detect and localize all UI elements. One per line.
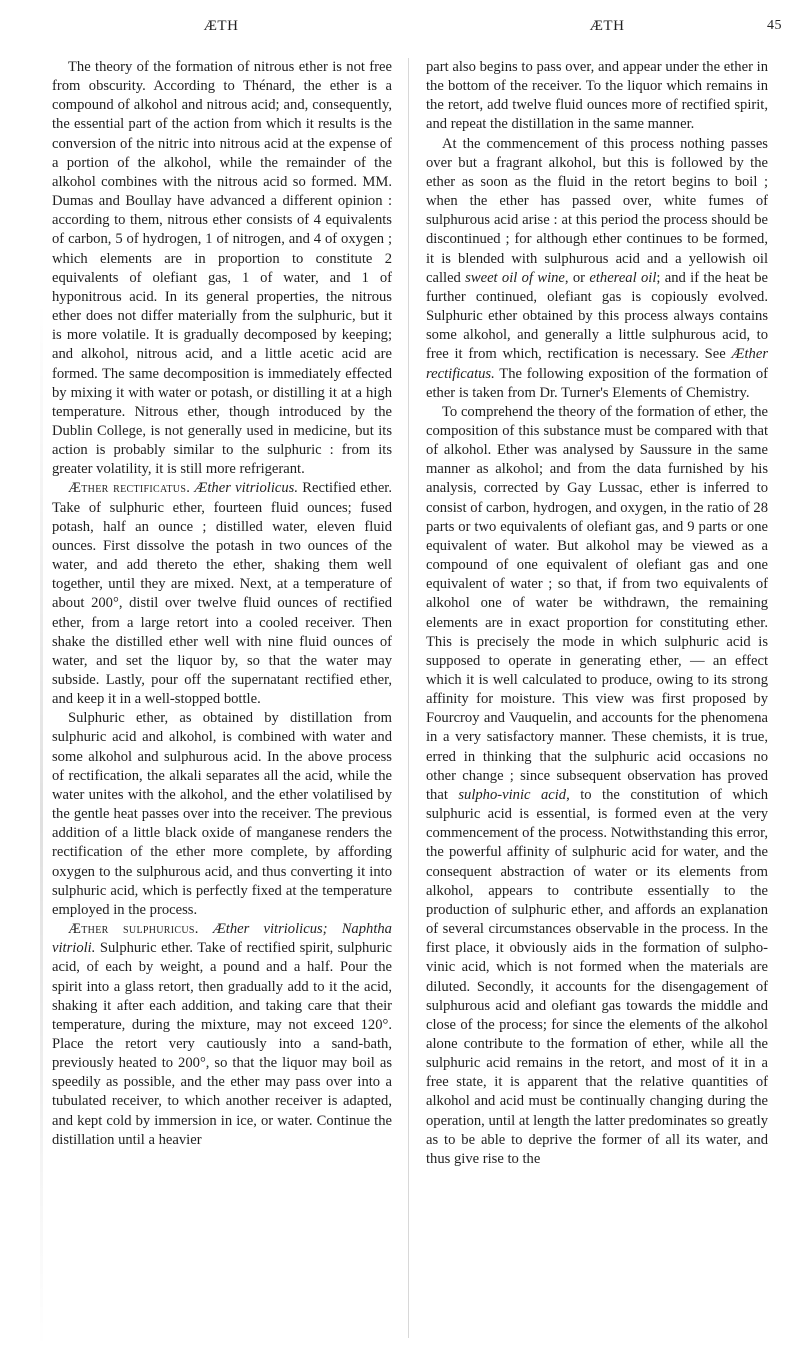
header-left-title: ÆTH [203,18,239,34]
running-header [50,18,788,42]
paragraph-process-notes: At the commencement of this process nothing passes over but a fragrant alkohol, but this is followed by the ether as soon as the fluid in the retort begins to boil ; when the ether has passed over, white fumes of sulphurous acid arise : at this period the process should be discontinued ; for although ether continues to be formed, it is blended with sulphurous acid and a yellowish oil called sweet oil of wine, or ethereal oil; and if the heat be further continued, olefiant gas is copiously evolved. Sulphuric ether obtained by this process always contains some alkohol, and generally a little sulphurous acid, to free it from which, rectification is necessary. See Æther rectificatus. The following exposition of the formation of ether is taken from Dr. Turner's Elements of Chemistry. [426,135,768,401]
entry-body: Rectified ether. Take of sulphuric ether, fourteen fluid ounces; fused potash, half an ounce ; distilled water, eleven fluid ounces. First dissolve the potash in two ounces of the water, and add thereto the ether, shaking them well together, until they are mixed. Next, at a temperature of about 200°, distil over twelve fluid ounces of rectified ether, from a large retort into a cooled receiver. Then shake the distilled ether well with nine fluid ounces of water, and set the liquor by, so that the water may subside. Lastly, pour off the supernatant rectified ether, and keep it in a well-stopped bottle. [52,480,392,708]
italic-term: sweet oil of wine [465,269,565,286]
binding-shadow [40,300,43,1350]
entry-heading: Æther sulphuricus. [68,921,199,938]
paragraph-continuation: part also begins to pass over, and appear under the ether in the bottom of the receiver. To the liquor which remains in the retort, add twelve fluid ounces more of rectified spirit, and repeat the distillation in the same manner. [426,59,768,133]
paragraph-ether-theory: To comprehend the theory of the formation of ether, the composition of this substance must be compared with that of alkohol. Ether was analysed by Saussure in the same manner as alkohol; and from the data furnished by his analysis, corrected by Gay Lussac, ether is inferred to consist of carbon, hydrogen, and oxygen, in the ratio of 28 parts or two equivalents of olefiant gas, and 9 parts or one equivalent of water. But alkohol may be viewed as a compound of one equivalent of olefiant gas and one equivalent of water ; so that, if from two equivalents of alkohol one of water be withdrawn, the remaining elements are in exact proportion for constituting ether. This is precisely the mode in which sulphuric acid is supposed to operate in generating ether, — an effect which it is well calculated to produce, owing to its strong affinity for moisture. This view was first proposed by Fourcroy and Vauquelin, and accounts for the phenomena in a very satisfactory manner. These chemists, it is true, erred in thinking that the sulphuric acid occasions no other change ; since subsequent observation has proved that sulpho-vinic acid, to the constitution of which sulphuric acid is essential, is formed even at the very commencement of the process. Notwithstanding this error, the powerful affinity of sulphuric acid for water, and the consequent abstraction of water or its elements from alkohol, appears to contribute essentially to the production of sulphuric ether, and affords an explanation of several circumstances observable in the process. In the first place, it obviously aids in the formation of sulpho-vinic acid, which is not formed when the materials are diluted. Secondly, it accounts for the disengagement of sulphurous acid and olefiant gas towards the middle and close of the process; for since the elements of the alkohol alone contribute to the formation of ether, while all the sulphuric acid remains in the retort, and most of it in a free state, it is apparent that the relative quantities of alkohol and acid must be continually changing during the operation, until at length the latter predominates so greatly as to be able to deprive the former of all its water, and thus give rise to the [426,403,768,1167]
entry-aether-rectificatus [52,479,392,709]
italic-term: ethereal oil [589,269,657,286]
header-right-title: ÆTH [589,18,625,34]
right-column [426,58,768,1169]
italic-term: sulpho-vinic acid, [458,786,570,803]
left-column [52,58,392,1150]
column-divider [408,58,409,1338]
page-number: 45 [767,18,782,33]
entry-heading: Æther rectificatus. [68,480,191,497]
entry-synonym: Æther vitriolicus; Naphtha vitrioli. [52,921,392,957]
cross-reference: Æther rectificatus. [426,346,768,382]
entry-aether-sulphuricus [52,920,392,1150]
paragraph-nitrous-ether-theory: The theory of the formation of nitrous ether is not free from obscurity. According to Thénard, the ether is a compound of alkohol and nitrous acid; and, consequently, the essential part of the action from which it results is the conversion of the nitric into nitrous acid at the expense of a portion of the alkohol, while the remainder of the alkohol combines with the nitrous acid so formed. MM. Dumas and Boullay have advanced a different opinion : according to them, nitrous ether consists of 4 equivalents of carbon, 5 of hydrogen, 1 of nitrogen, and 4 of oxygen ; which elements are in proportion to constitute 2 equivalents of olefiant gas, 1 of water, and 1 of hyponitrous acid. In its general properties, the nitrous ether does not differ materially from the sulphuric, but it is more volatile. It is gradually decomposed by keeping; and alkohol, nitrous acid, and a little acetic acid are formed. The same decomposition is immediately effected by mixing it with water or potash, or distilling it at a high temperature. Nitrous ether, though introduced by the Dublin College, is not generally used in medicine, but its action is probably similar to the sulphuric : from its greater volatility, it is still more refrigerant. [52,59,392,478]
entry-body: Sulphuric ether. Take of rectified spirit, sulphuric acid, of each by weight, a pound and a half. Pour the spirit into a glass retort, then gradually add to it the acid, shaking it after each addition, and taking care that their temperature, during the mixture, may not exceed 120°. Place the retort very cautiously into a sand-bath, previously heated to 200°, so that the liquor may boil as speedily as possible, and the ether may pass over into a tubulated receiver, to which another receiver is adapted, and kept cold by immersion in ice, or water. Continue the distillation until a heavier [52,940,392,1148]
paragraph-rectification-notes: Sulphuric ether, as obtained by distillation from sulphuric acid and alkohol, is combined with water and some alkohol and sulphurous acid. In the above process of rectification, the alkali separates all the acid, while the water unites with the alkohol, and the ether volatilised by the gentle heat passes over into the receiver. The previous addition of a little black oxide of manganese renders the rectification of the ether more complete, by affording oxygen to the sulphurous acid, and thus converting it into sulphuric acid, which is perfectly fixed at the temperature employed in the process. [52,710,392,918]
entry-synonym: Æther vitriolicus. [194,480,298,497]
